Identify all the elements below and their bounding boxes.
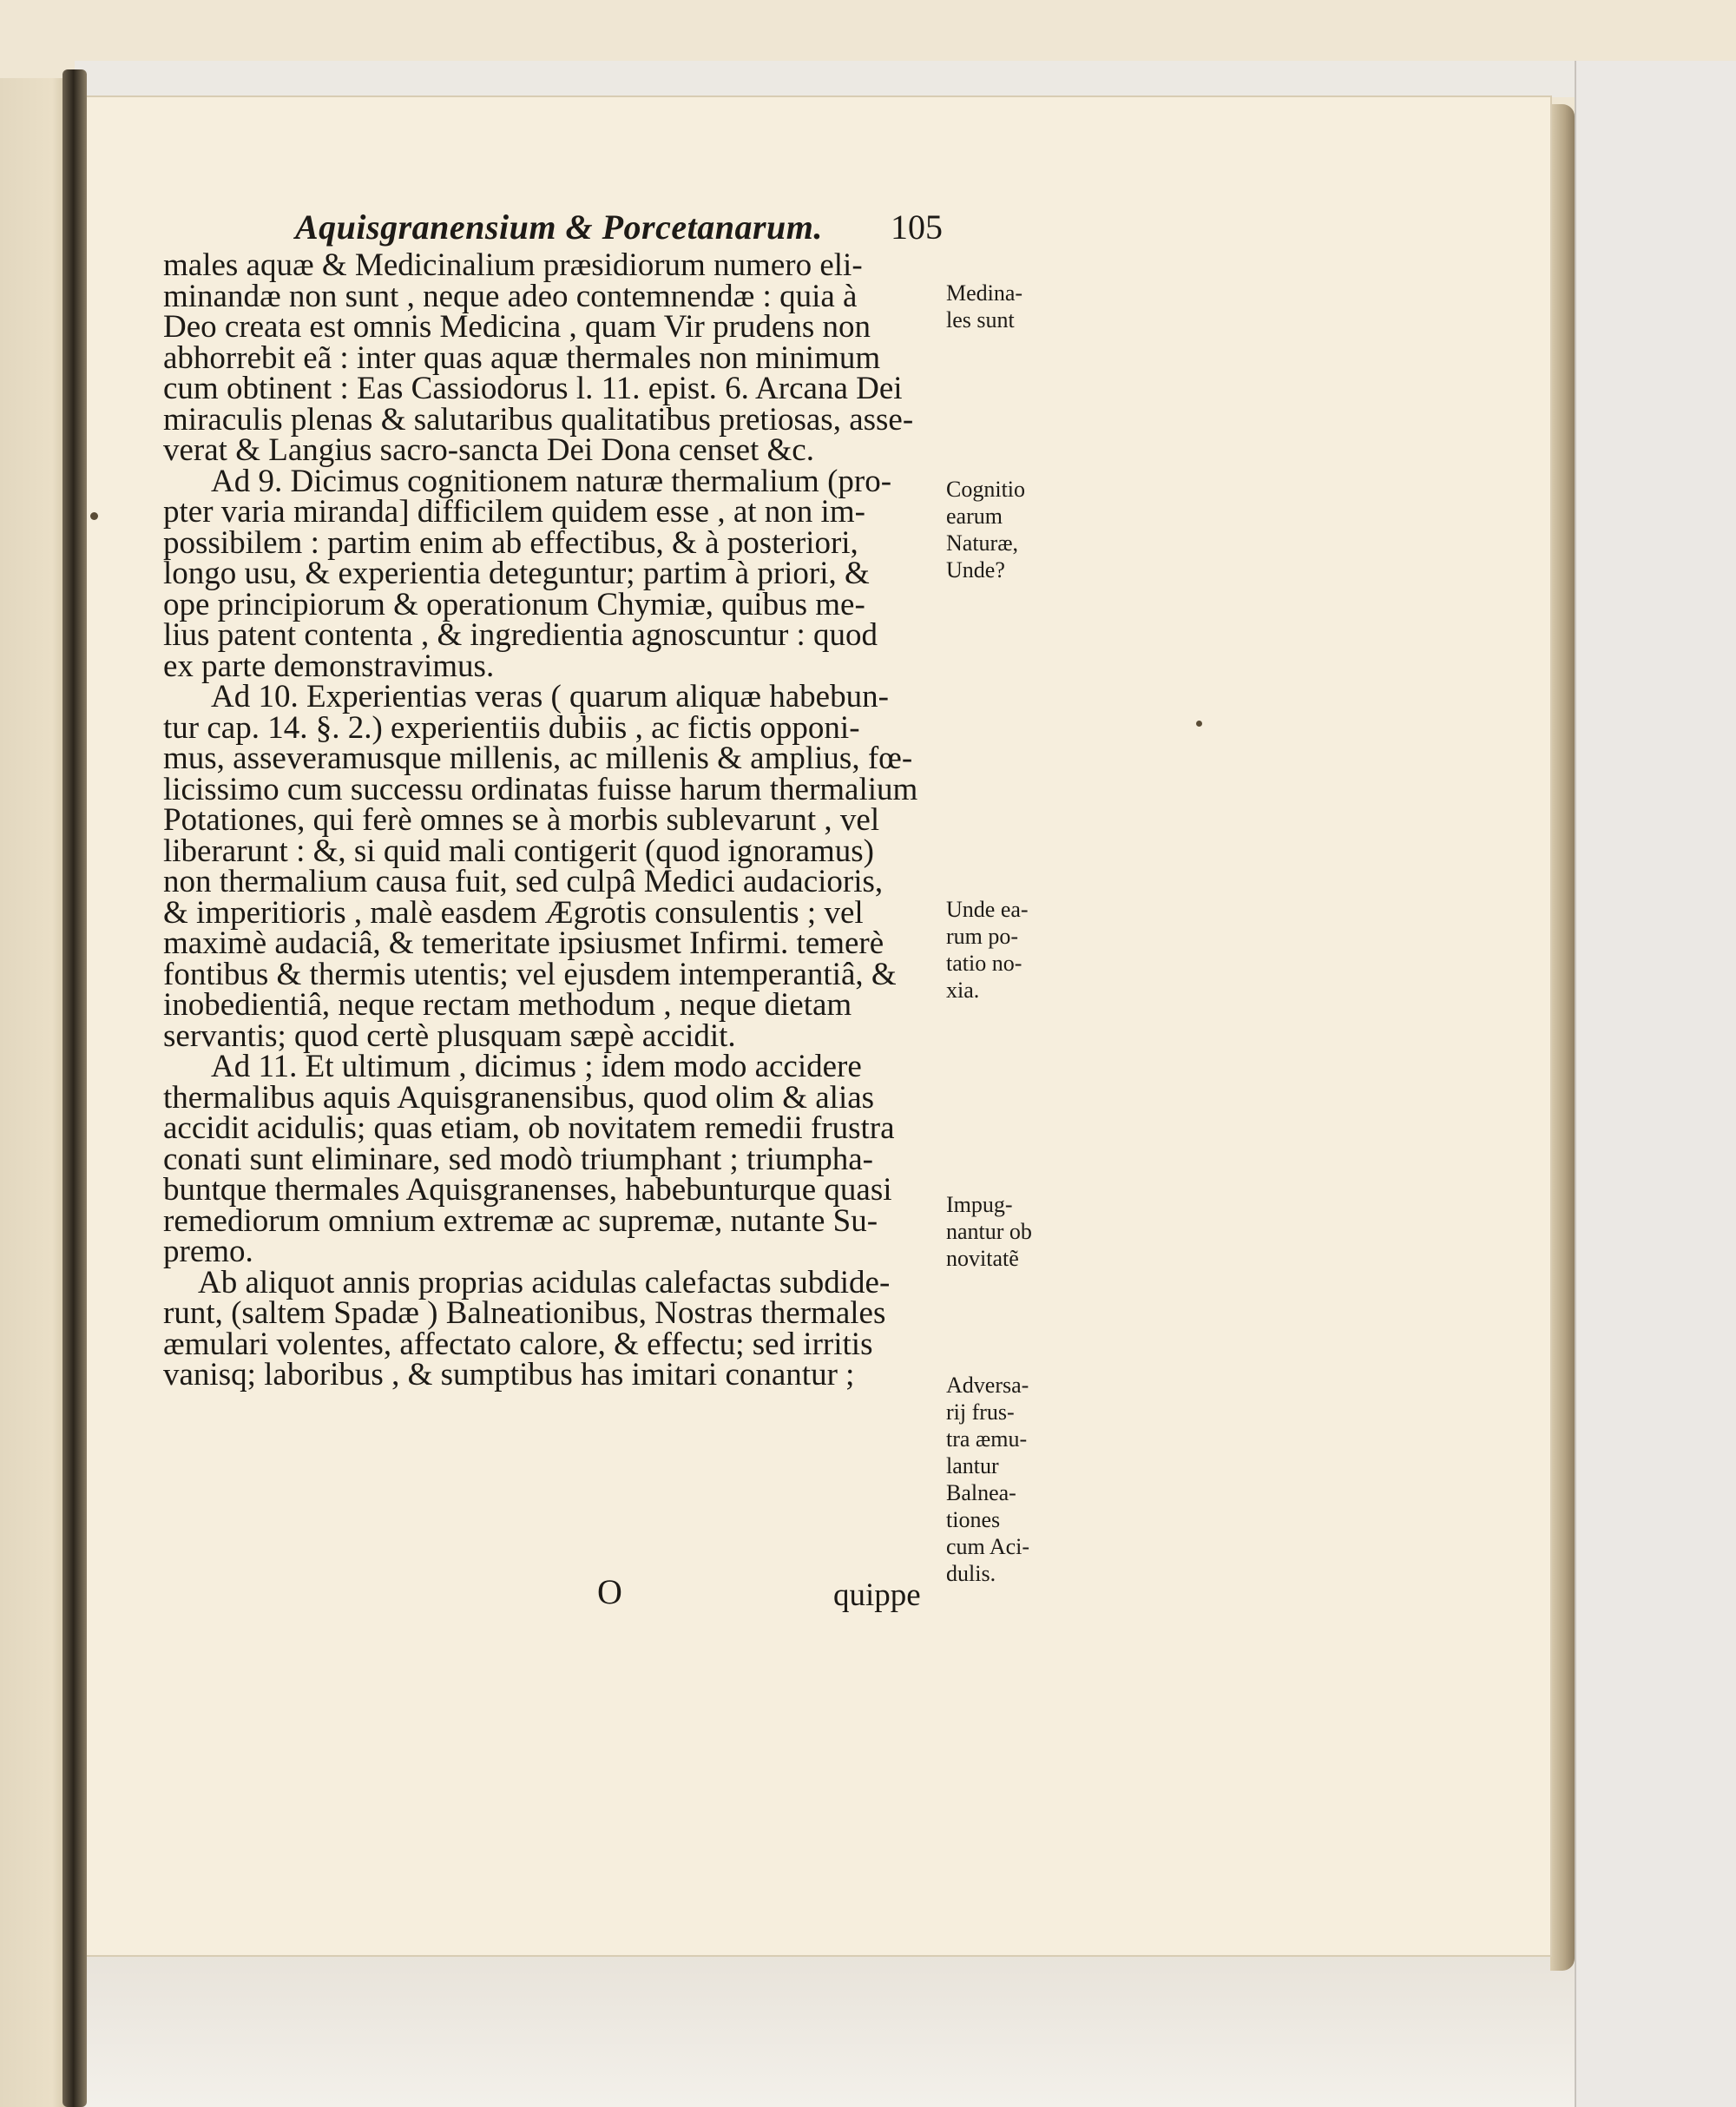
margin-note-line: Unde? (946, 557, 1005, 583)
text-line: premo. (163, 1234, 253, 1269)
text-line: pter varia miranda] difficilem quidem esse , at non im- (163, 494, 865, 530)
text-line: fontibus & thermis utentis; vel ejusdem intemperantiâ, & (163, 956, 897, 992)
signature-mark: O (597, 1572, 622, 1611)
text-line: & imperitioris , malè easdem Ægrotis consulentis ; vel (163, 894, 864, 931)
text-line: ope principiorum & operationum Chymiæ, quibus me- (163, 586, 865, 622)
margin-note-line: tiones (946, 1507, 1001, 1532)
text-line: lius patent contenta , & ingredientia agnoscuntur : quod (163, 617, 878, 653)
paper-speck (1196, 721, 1202, 727)
paper-speck (90, 512, 98, 520)
margin-note-line: rum po- (946, 924, 1019, 949)
text-line: Potationes, qui ferè omnes se à morbis sublevarunt , vel (163, 802, 880, 838)
margin-note-line: earum (946, 504, 1003, 529)
margin-note-line: Unde ea- (946, 897, 1029, 922)
binding-board-top (75, 61, 1575, 97)
text-line: remediorum omnium extremæ ac supremæ, nutante Su- (163, 1202, 878, 1239)
page-number: 105 (891, 207, 943, 247)
text-line: miraculis plenas & salutaribus qualitatibus pretiosas, asse- (163, 401, 914, 438)
text-line: runt, (saltem Spadæ ) Balneationibus, Nostras thermales (163, 1295, 886, 1331)
text-line: minandæ non sunt , neque adeo contemnendæ : quia à (163, 278, 858, 314)
binding-board-right (1575, 61, 1736, 2107)
margin-note-line: novitatẽ (946, 1246, 1019, 1271)
running-title: Aquisgranensium & Porcetanarum. (295, 207, 823, 247)
text-line: Ad 9. Dicimus cognitionem naturæ thermalium (pro- (211, 463, 892, 499)
margin-note-line: Medina- (946, 280, 1023, 306)
margin-note-line: les sunt (946, 307, 1015, 333)
margin-note-line: Cognitio (946, 477, 1026, 502)
margin-note-line: Naturæ, (946, 530, 1019, 556)
text-line: possibilem : partim enim ab effectibus, & à posteriori, (163, 524, 858, 561)
text-line: thermalibus aquis Aquisgranensibus, quod olim & alias (163, 1079, 875, 1116)
text-line: mus, asseveramusque millenis, ac millenis & amplius, fœ- (163, 741, 913, 776)
text-line: vanisq; laboribus , & sumptibus has imitari conantur ; (163, 1357, 855, 1393)
text-line: Ab aliquot annis proprias acidulas calefactas subdide- (198, 1264, 891, 1300)
margin-note-line: tra æmu- (946, 1426, 1028, 1452)
text-line: conati sunt eliminare, sed modò triumphant ; triumpha- (163, 1141, 873, 1177)
text-line: accidit acidulis; quas etiam, ob novitatem remedii frustra (163, 1110, 895, 1146)
text-line: servantis; quod certè plusquam sæpè accidit. (163, 1017, 736, 1054)
text-line: inobedientiâ, neque rectam methodum , neque dietam (163, 987, 852, 1023)
text-line: Deo creata est omnis Medicina , quam Vir prudens non (163, 309, 871, 345)
margin-note-line: lantur (946, 1453, 999, 1478)
text-line: Ad 10. Experientias veras ( quarum aliquæ habebun- (211, 679, 889, 714)
margin-note-line: rij frus- (946, 1399, 1015, 1425)
binding-board-bottom (75, 1955, 1575, 2107)
text-line: æmulari volentes, affectato calore, & effectu; sed irritis (163, 1326, 873, 1362)
margin-note-line: dulis. (946, 1561, 996, 1586)
text-line: licissimo cum successu ordinatas fuisse harum thermalium (163, 771, 918, 807)
text-line: tur cap. 14. §. 2.) experientiis dubiis , ac fictis opponi- (163, 709, 860, 746)
text-line: abhorrebit eã : inter quas aquæ thermales non minimum (163, 339, 881, 376)
margin-note-line: Balnea- (946, 1480, 1016, 1505)
text-line: verat & Langius sacro-sancta Dei Dona censet &c. (163, 432, 814, 468)
text-line: ex parte demonstravimus. (163, 648, 495, 684)
page-fore-edge (1550, 104, 1575, 1971)
text-line: maximè audaciâ, & temeritate ipsiusmet Infirmi. temerè (163, 925, 884, 961)
text-line: liberarunt : &, si quid mali contigerit (quod ignoramus) (163, 833, 874, 869)
text-line: males aquæ & Medicinalium præsidiorum numero eli- (163, 247, 863, 283)
margin-note-line: nantur ob (946, 1219, 1032, 1244)
book-gutter (62, 69, 87, 2107)
catchword: quippe (833, 1577, 921, 1613)
text-line: non thermalium causa fuit, sed culpâ Medici audacioris, (163, 864, 884, 899)
margin-note-line: tatio no- (946, 951, 1023, 976)
margin-note-line: cum Aci- (946, 1534, 1030, 1559)
text-line: Ad 11. Et ultimum , dicimus ; idem modo accidere (211, 1049, 862, 1084)
margin-note-line: xia. (946, 978, 980, 1003)
margin-note-line: Adversa- (946, 1373, 1029, 1398)
margin-note-line: Impug- (946, 1192, 1013, 1217)
text-line: cum obtinent : Eas Cassiodorus l. 11. epist. 6. Arcana Dei (163, 371, 903, 406)
text-line: longo usu, & experientia deteguntur; partim à priori, & (163, 556, 870, 591)
text-line: buntque thermales Aquisgranenses, habebunturque quasi (163, 1172, 892, 1208)
